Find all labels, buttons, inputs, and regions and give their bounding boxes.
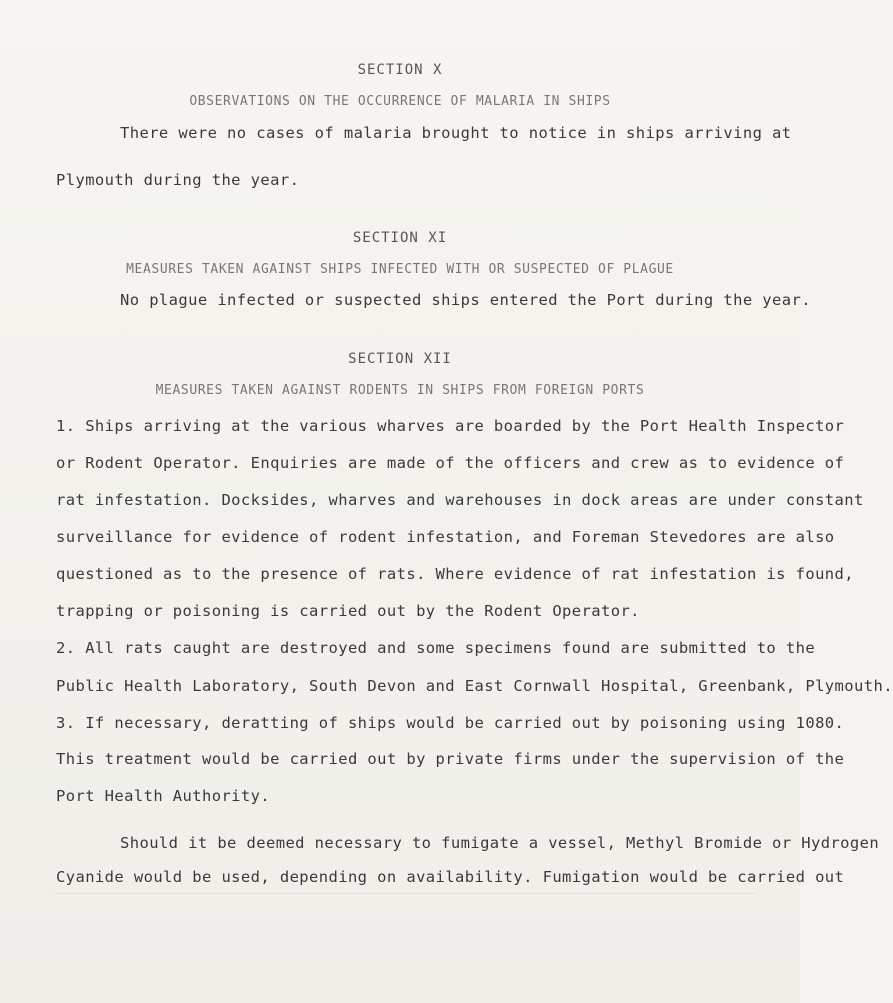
section-xii-line-3: rat infestation. Docksides, wharves and warehouses in dock areas are under constant [56, 491, 864, 509]
section-x-heading: SECTION X [357, 62, 443, 78]
page-edge-divider [55, 893, 755, 894]
section-xii-line-8: Public Health Laboratory, South Devon and East Cornwall Hospital, Greenbank, Plymouth. [56, 677, 893, 695]
section-xii-line-7: 2. All rats caught are destroyed and some specimens found are submitted to the [56, 639, 816, 657]
section-xii-line-9: 3. If necessary, deratting of ships would be carried out by poisoning using 1080. [56, 714, 845, 732]
section-x-line-2: Plymouth during the year. [56, 171, 300, 189]
section-x-line-1: There were no cases of malaria brought to notice in ships arriving at [120, 124, 792, 142]
section-xi-line-1: No plague infected or suspected ships entered the Port during the year. [120, 291, 811, 309]
section-xii-line-13: Cyanide would be used, depending on availability. Fumigation would be carried out [56, 868, 845, 886]
section-xi-subheading: MEASURES TAKEN AGAINST SHIPS INFECTED WITH OR SUSPECTED OF PLAGUE [126, 262, 674, 277]
section-xii-line-4: surveillance for evidence of rodent infestation, and Foreman Stevedores are also [56, 528, 835, 546]
section-xii-line-10: This treatment would be carried out by private firms under the supervision of the [56, 750, 845, 768]
section-xi-heading: SECTION XI [352, 230, 448, 246]
section-x-subheading: OBSERVATIONS ON THE OCCURRENCE OF MALARIA IN SHIPS [189, 94, 611, 109]
section-xii-heading: SECTION XII [348, 351, 452, 367]
section-xii-line-11: Port Health Authority. [56, 787, 271, 805]
section-xii-line-2: or Rodent Operator. Enquiries are made of the officers and crew as to evidence of [56, 454, 845, 472]
section-xii-subheading: MEASURES TAKEN AGAINST RODENTS IN SHIPS FROM FOREIGN PORTS [155, 383, 645, 398]
section-xii-line-1: 1. Ships arriving at the various wharves are boarded by the Port Health Inspector [56, 417, 845, 435]
section-xii-line-6: trapping or poisoning is carried out by the Rodent Operator. [56, 602, 640, 620]
section-xii-line-5: questioned as to the presence of rats. Where evidence of rat infestation is found, [56, 565, 855, 583]
section-xii-line-12: Should it be deemed necessary to fumigate a vessel, Methyl Bromide or Hydrogen [120, 834, 880, 852]
